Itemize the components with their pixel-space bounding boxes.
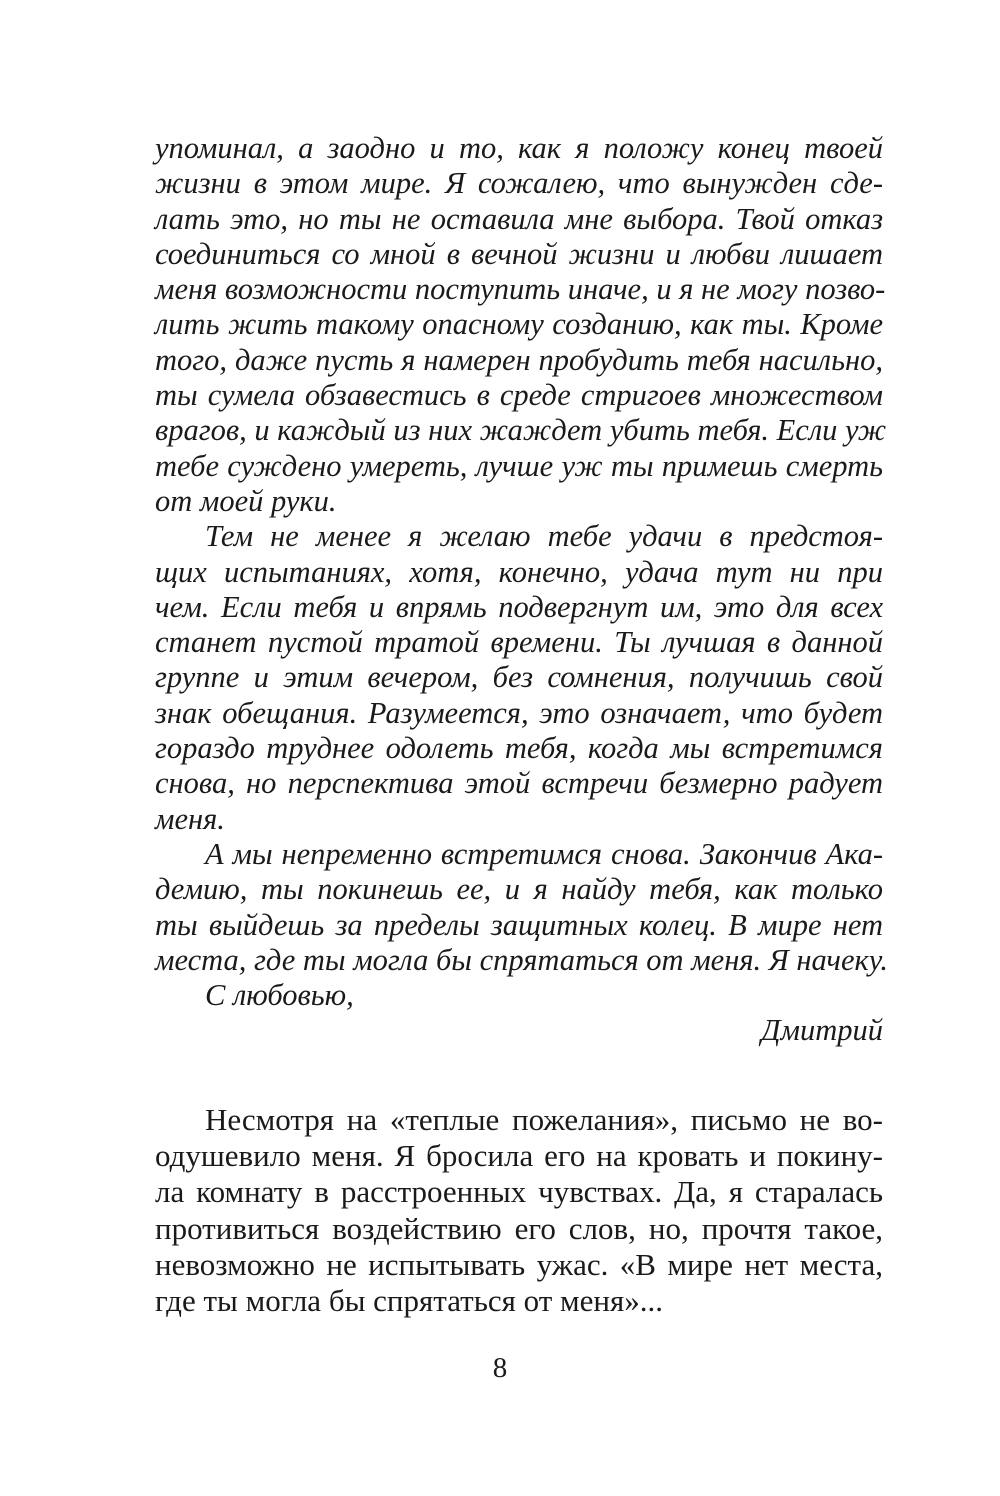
letter-line: меня. — [155, 801, 225, 836]
narrative-line: невозможно не испытывать ужас. «В мире нет места, — [155, 1246, 883, 1282]
letter-line: лить жить такому опасному созданию, как ты. Кроме — [155, 307, 883, 342]
letter-text — [155, 131, 888, 1049]
letter-line: демию, ты покинешь ее, и я найду тебя, как только — [155, 872, 883, 907]
letter-signature: Дмитрий — [761, 1013, 883, 1048]
letter-closing: С любовью, — [205, 978, 354, 1013]
letter-line: гораздо труднее одолеть тебя, когда мы встретимся — [155, 731, 883, 766]
letter-line: лать это, но ты не оставила мне выбора. Твой отказ — [155, 201, 883, 236]
letter-line: группе и этим вечером, без сомнения, получишь свой — [155, 660, 883, 695]
letter-line: чем. Если тебя и впрямь подвергнут им, это для всех — [155, 589, 883, 624]
letter-line: жизни в этом мире. Я сожалею, что вынужден сде- — [155, 166, 883, 201]
letter-line: Тем не менее я желаю тебе удачи в предстоя- — [205, 519, 883, 554]
letter-line: соединиться со мной в вечной жизни и любви лишает — [155, 236, 883, 271]
narrative-line: ла комнату в расстроенных чувствах. Да, я старалась — [155, 1174, 883, 1210]
page-number: 8 — [492, 1352, 508, 1384]
letter-line: ты сумела обзавестись в среде стригоев множеством — [155, 378, 883, 413]
letter-line: упоминал, а заодно и то, как я положу конец твоей — [155, 131, 883, 165]
letter-line: от моей руки. — [155, 483, 337, 518]
narrative-line: где ты могла бы спрятаться от меня»... — [155, 1282, 663, 1318]
letter-line: тебе суждено умереть, лучше уж ты примешь смерть — [155, 448, 883, 483]
letter-line: меня возможности поступить иначе, и я не могу позво- — [155, 272, 886, 307]
letter-line: знак обещания. Разумеется, это означает, что будет — [155, 695, 883, 730]
letter-line: места, где ты могла бы спрятаться от меня. Я начеку. — [155, 942, 888, 977]
letter-line: врагов, и каждый из них жаждет убить тебя. Если уж — [155, 413, 887, 448]
letter-line: А мы непременно встретимся снова. Закончив Ака- — [205, 836, 883, 871]
narrative-line: Несмотря на «теплые пожелания», письмо не во- — [205, 1102, 883, 1137]
letter-line: станет пустой тратой времени. Ты лучшая в данной — [155, 625, 883, 660]
letter-line: ты выйдешь за пределы защитных колец. В мире нет — [155, 907, 883, 942]
narrative-line: одушевило меня. Я бросила его на кровать и покину- — [155, 1138, 883, 1174]
letter-line: снова, но перспектива этой встречи безмерно радует — [155, 766, 883, 801]
narrative-line: противиться воздействию его слов, но, прочтя такое, — [155, 1210, 883, 1246]
letter-line: того, даже пусть я намерен пробудить тебя насильно, — [155, 342, 883, 377]
letter-line: щих испытаниях, хотя, конечно, удача тут ни при — [155, 554, 883, 589]
narrative-text — [155, 1102, 883, 1319]
